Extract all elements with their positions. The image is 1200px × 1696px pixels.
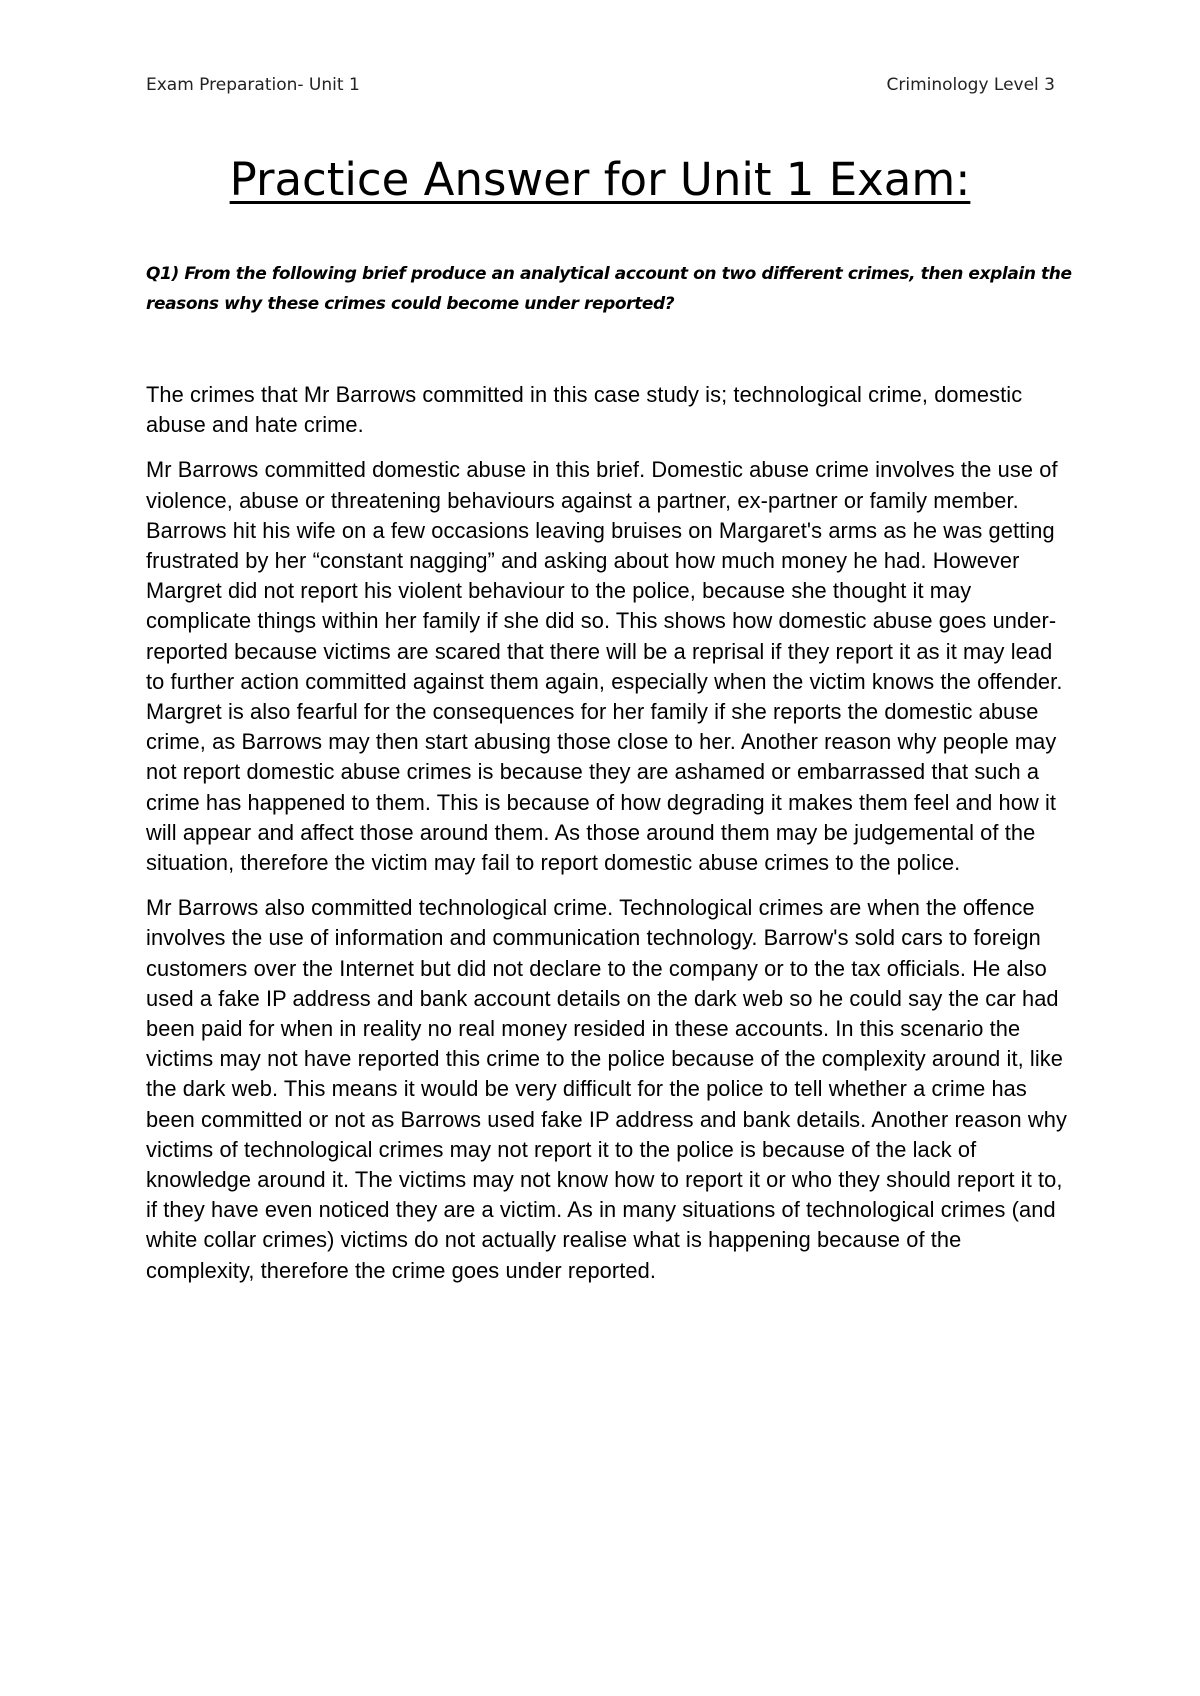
header-left-text: Exam Preparation- Unit 1 [146,75,360,95]
question-text: Q1) From the following brief produce an analytical account on two different crimes, then explain the reasons why these crimes could become under reported? [146,264,1072,314]
paragraph-intro: The crimes that Mr Barrows committed in this case study is; technological crime, domestic abuse and hate crime. [146,382,1023,438]
page-title: Practice Answer for Unit 1 Exam: [229,153,971,206]
paragraph-technological-crime: Mr Barrows also committed technological crime. Technological crimes are when the offence involves the use of information and communication technology. Barrow's sold cars to foreign customers over the Internet but did not declare to the company or to the tax officials. He also used a fake IP address and bank account details on the dark web so he could say the car had been paid for when in reality no real money resided in these accounts. In this scenario the victims may not have reported this crime to the police because of the complexity around it, like the dark web. This means it would be very difficult for the police to tell whether a crime has been committed or not as Barrows used fake IP address and bank details. Another reason why victims of technological crimes may not report it to the police is because of the lack of knowledge around it. The victims may not know how to report it or who they should report it to, if they have even noticed they are a victim. As in many situations of technological crimes (and white collar crimes) victims do not actually realise what is happening because of the complexity, therefore the crime goes under reported. [146,895,1067,1283]
header-right-text: Criminology Level 3 [886,75,1055,95]
answer-body [146,380,1071,1301]
paragraph-domestic-abuse: Mr Barrows committed domestic abuse in this brief. Domestic abuse crime involves the use of violence, abuse or threatening behaviours against a partner, ex-partner or family member. Barrows hit his wife on a few occasions leaving bruises on Margaret's arms as he was getting frustrated by her “constant nagging” and asking about how much money he had. However Margret did not report his violent behaviour to the police, because she thought it may complicate things within her family if she did so. This shows how domestic abuse goes under-reported because victims are scared that there will be a reprisal if they report it as it may lead to further action committed against them again, especially when the victim knows the offender. Margret is also fearful for the consequences for her family if she reports the domestic abuse crime, as Barrows may then start abusing those close to her. Another reason why people may not report domestic abuse crimes is because they are ashamed or embarrassed that such a crime has happened to them. This is because of how degrading it makes them feel and how it will appear and affect those around them. As those around them may be judgemental of the situation, therefore the victim may fail to report domestic abuse crimes to the police. [146,457,1063,876]
